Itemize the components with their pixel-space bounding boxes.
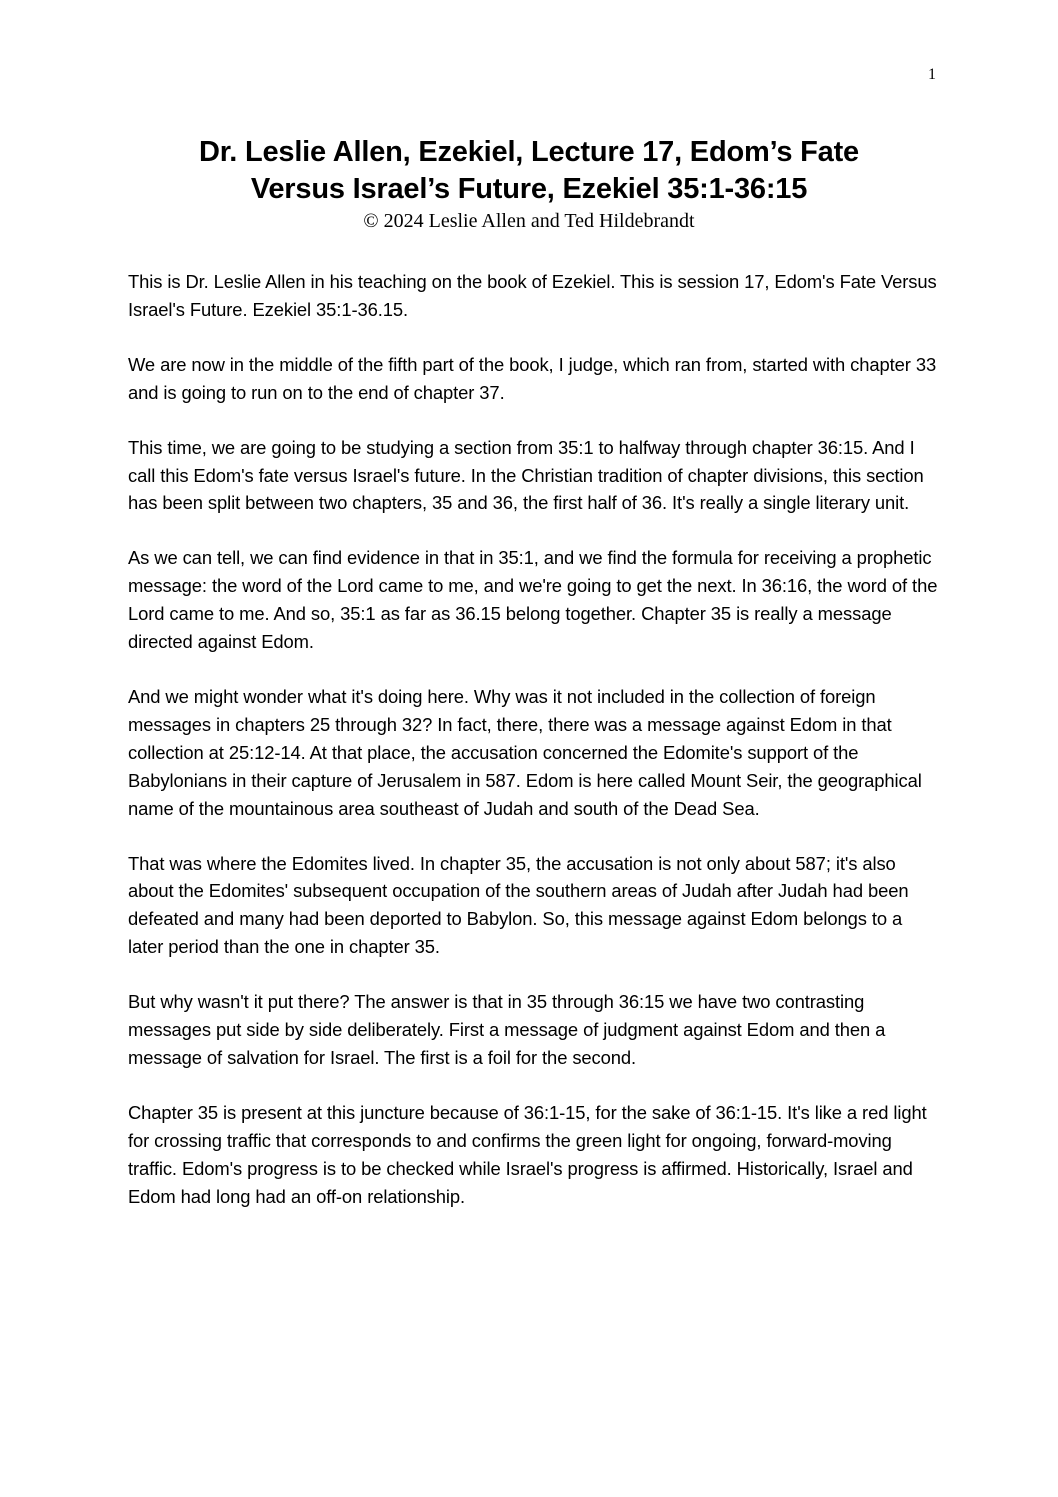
paragraph: This is Dr. Leslie Allen in his teaching on the book of Ezekiel. This is session 17, Edom's Fate Versus Israel's Future. Ezekiel 35:1-36.15. [128, 271, 937, 320]
paragraph: And we might wonder what it's doing here. Why was it not included in the collection of foreign messages in chapters 25 through 32? In fact, there, there was a message against Edom in that collection at 25:12-14. At that place, the accusation concerned the Edomite's support of the Babylonians in their capture of Jerusalem in 587. Edom is here called Mount Seir, the geographical name of the mountainous area southeast of Judah and south of the Dead Sea. [128, 685, 922, 819]
copyright-notice: © 2024 Leslie Allen and Ted Hildebrandt [363, 210, 695, 232]
title-line-1: Dr. Leslie Allen, Ezekiel, Lecture 17, Edom’s Fate [199, 136, 859, 168]
paragraph: As we can tell, we can find evidence in that in 35:1, and we find the formula for receiving a prophetic message: the word of the Lord came to me, and we're going to get the next. In 36:16, the word of the Lord came to me. And so, 35:1 as far as 36.15 belong together. Chapter 35 is really a message directed against Edom. [128, 547, 938, 653]
title-line-2: Versus Israel’s Future, Ezekiel 35:1-36:15 [250, 173, 808, 205]
document-title [60, 134, 998, 208]
paragraph: Chapter 35 is present at this juncture because of 36:1-15, for the sake of 36:1-15. It's like a red light for crossing traffic that corresponds to and confirms the green light for ongoing, forward-moving traffic. Edom's progress is to be checked while Israel's progress is affirmed. Historically, Israel and Edom had long had an off-on relationship. [128, 1101, 927, 1207]
document-header [60, 134, 998, 233]
paragraph: But why wasn't it put there? The answer is that in 35 through 36:15 we have two contrasting messages put side by side deliberately. First a message of judgment against Edom and then a message of salvation for Israel. The first is a foil for the second. [128, 991, 886, 1068]
paragraph: This time, we are going to be studying a section from 35:1 to halfway through chapter 36:15. And I call this Edom's fate versus Israel's future. In the Christian tradition of chapter divisions, this section has been split between two chapters, 35 and 36, the first half of 36. It's really a single literary unit. [128, 436, 924, 514]
paragraph: That was where the Edomites lived. In chapter 35, the accusation is not only about 587; it's also about the Edomites' subsequent occupation of the southern areas of Judah after Judah had been defeated and many had been deported to Babylon. So, this message against Edom belongs to a later period than the one in chapter 35. [128, 852, 909, 958]
document-body [128, 268, 940, 1237]
paragraph: We are now in the middle of the fifth part of the book, I judge, which ran from, started with chapter 33 and is going to run on to the end of chapter 37. [128, 353, 937, 403]
page-number: 1 [928, 66, 936, 83]
